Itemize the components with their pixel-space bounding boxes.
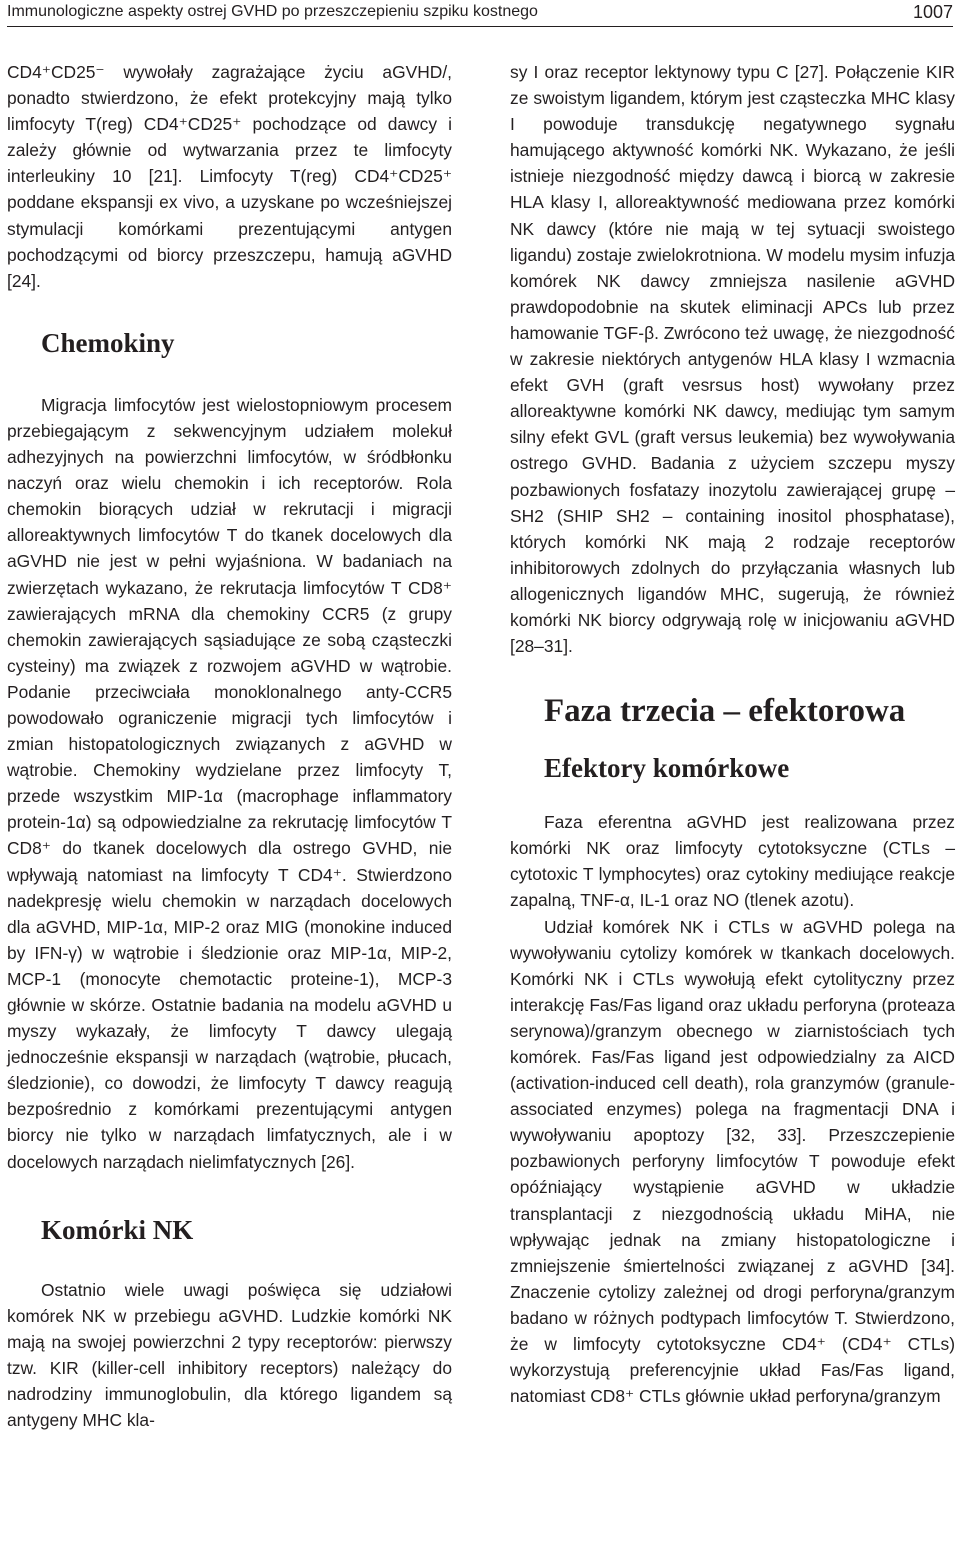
paragraph-chemokiny: Migracja limfocytów jest wielostopniowym procesem przebiegającym z sekwencyjnym udziałem molekuł adhezyjnych na powierzchni limfocytów, w śródbłonku naczyń oraz wielu chemokin i ich receptorów. Rola chemokin biorących udział w rekrutacji i migracji alloreaktywnych limfocytów T do tkanek docelowych dla aGVHD nie jest w pełni wyjaśniona. W badaniach na zwierzętach wykazano, że rekrutacja limfocytów T CD8⁺ zawierających mRNA dla chemokiny CCR5 (z grupy chemokin zawierających sąsiadujące ze sobą cząsteczki cysteiny) ma związek z rozwojem aGVHD w wątrobie. Podanie przeciwciała monoklonalnego anty-CCR5 powodowało ograniczenie migracji tych limfocytów i zmian histopatologicznych związanych z aGVHD w wątrobie. Chemokiny wydzielane przez limfocyty T, przede wszystkim MIP-1α (macrophage inflammatory protein-1α) są odpowiedzialne za rekrutację limfocytów T CD8⁺ do tkanek docelowych dla ostrego GVHD, nie wpływają natomiast na limfocyty T CD4⁺. Stwierdzono nadekpresję wielu chemokin w narządach docelowych dla aGVHD, MIP-1α, MIP-2 oraz MIG (monokine induced by IFN-γ) w wątrobie i śledzionie oraz MIP-1α, MIP-2, MCP-1 (monocyte chemotactic proteine-1), MCP-3 głównie w skórze. Ostatnie badania na modelu aGVHD u myszy wykazały, że limfocyty T dawcy ulegają jednocześnie ekspansji w narządach (wątrobie, płucach, śledzionie), co dowodzi, że limfocyty T dawcy reagują bezpośrednio z komórkami prezentującymi antygen biorcy nie tylko w narządach limfatycznych, ale i w docelowych narządach nielimfatycznych [26]. [7,394,452,1172]
heading-efektory-komorkowe: Efektory komórkowe [544,753,790,784]
running-header [7,0,953,27]
page-number: 1007 [912,2,953,22]
right-column [510,59,955,1409]
paragraph-faza-eferentna: Faza eferentna aGVHD jest realizowana przez komórki NK oraz limfocyty cytotoksyczne (CTLs – cytotoxic T lymphocytes) oraz cytokiny mediujące reakcje zapalną, TNF-α, IL-1 oraz NO (tlenek azotu). [510,812,955,911]
paragraph-komorki-nk: Ostatnio wiele uwagi poświęca się udziałowi komórek NK w przebiegu aGVHD. Ludzkie komórki NK mają na swojej powierzchni 2 typy receptorów: pierwszy tzw. KIR (killer-cell inhibitory receptors) należący do nadrodziny immunoglobulin, dla którego ligandem są antygeny MHC kla- [7,1279,452,1431]
paragraph-udzial-nk-ctls: Udział komórek NK i CTLs w aGVHD polega na wywoływaniu cytolizy komórek w tkankach docelowych. Komórki NK i CTLs wywołują efekt cytolityczny przez interakcję Fas/Fas ligand oraz układu perforyna (proteaza serynowa)/granzym obecnego w ziarnistościach tych komórek. Fas/Fas ligand jest odpowiedzialny za AICD (activation-induced cell death), rola granzymów (granule-associated enzymes) polega na fragmentacji DNA i wywoływaniu apoptozy [32, 33]. Przeszczepienie pozbawionych perforyny limfocytów T powoduje efekt opóźniający wystąpienie aGVHD w układzie transplantacji z niezgodnością układu MiHA, nie wpływając jednak na zmiany histopatologiczne i zmniejszenie śmiertelności związanej z aGVHD [34]. Znaczenie cytolizy zależnej od drogi perforyna/granzym badano w różnych podtypach limfocytów T. Stwierdzono, że w limfocyty cytotoksyczne CD4⁺ (CD4⁺ CTLs) wykorzystują preferencyjnie układ Fas/Fas ligand, natomiast CD8⁺ CTLs głównie układ perforyna/granzym [510,916,955,1407]
heading-komorki-nk: Komórki NK [41,1214,194,1245]
running-title: Immunologiczne aspekty ostrej GVHD po przeszczepieniu szpiku kostnego [7,3,538,20]
paragraph-kir: sy I oraz receptor lektynowy typu C [27]. Połączenie KIR ze swoistym ligandem, którym jest cząsteczka MHC klasy I powoduje transdukcję negatywnego sygnału hamującego aktywność komórki NK. Wykazano, że jeśli istnieje niezgodność między dawcą i biorcą w zakresie HLA klasy I, alloreaktywność mediowana przez komórki NK dawcy (które nie mają w tej sytuacji swoistego ligandu) zostaje zwielokrotniona. W modelu mysim infuzja komórek NK dawcy zmniejsza nasilenie aGVHD prawdopodobnie na skutek eliminacji APCs lub przez hamowanie TGF-β. Zwrócono też uwagę, że niezgodność w zakresie niektórych antygenów HLA klasy I wzmacnia efekt GVH (graft vesrsus host) wywołany przez alloreaktywne komórki NK dawcy, mediując tym samym silny efekt GVL (graft versus leukemia) bez wywoływania ostrego GVHD. Badania z użyciem szczepu myszy pozbawionych fosfatazy inozytolu zawierającej grupę –SH2 (SHIP SH2 – containing inositol phosphatase), których komórki NK mają 2 rodzaje receptorów inhibitorowych zdolnych do przyłączania własnych lub allogenicznych ligandów MHC, sugerują, że również komórki NK biorcy odgrywają rolę w inicjowaniu aGVHD [28–31]. [510,62,955,657]
left-column [7,59,452,1433]
heading-faza-trzecia: Faza trzecia – efektorowa [544,693,906,730]
paragraph-treg: CD4⁺CD25⁻ wywołały zagrażające życiu aGVHD/, ponadto stwierdzono, że efekt protekcyjny mają tylko limfocyty T(reg) CD4⁺CD25⁺ pochodzące od dawcy i zależy głównie od wytwarzania przez te limfocyty interleukiny 10 [21]. Limfocyty T(reg) CD4⁺CD25⁺ poddane ekspansji ex vivo, a uzyskane po wcześniejszej stymulacji komórkami prezentującymi antygen pochodzącymi od biorcy przeszczepu, hamują aGVHD [24]. [7,62,452,291]
heading-chemokiny: Chemokiny [41,327,175,358]
